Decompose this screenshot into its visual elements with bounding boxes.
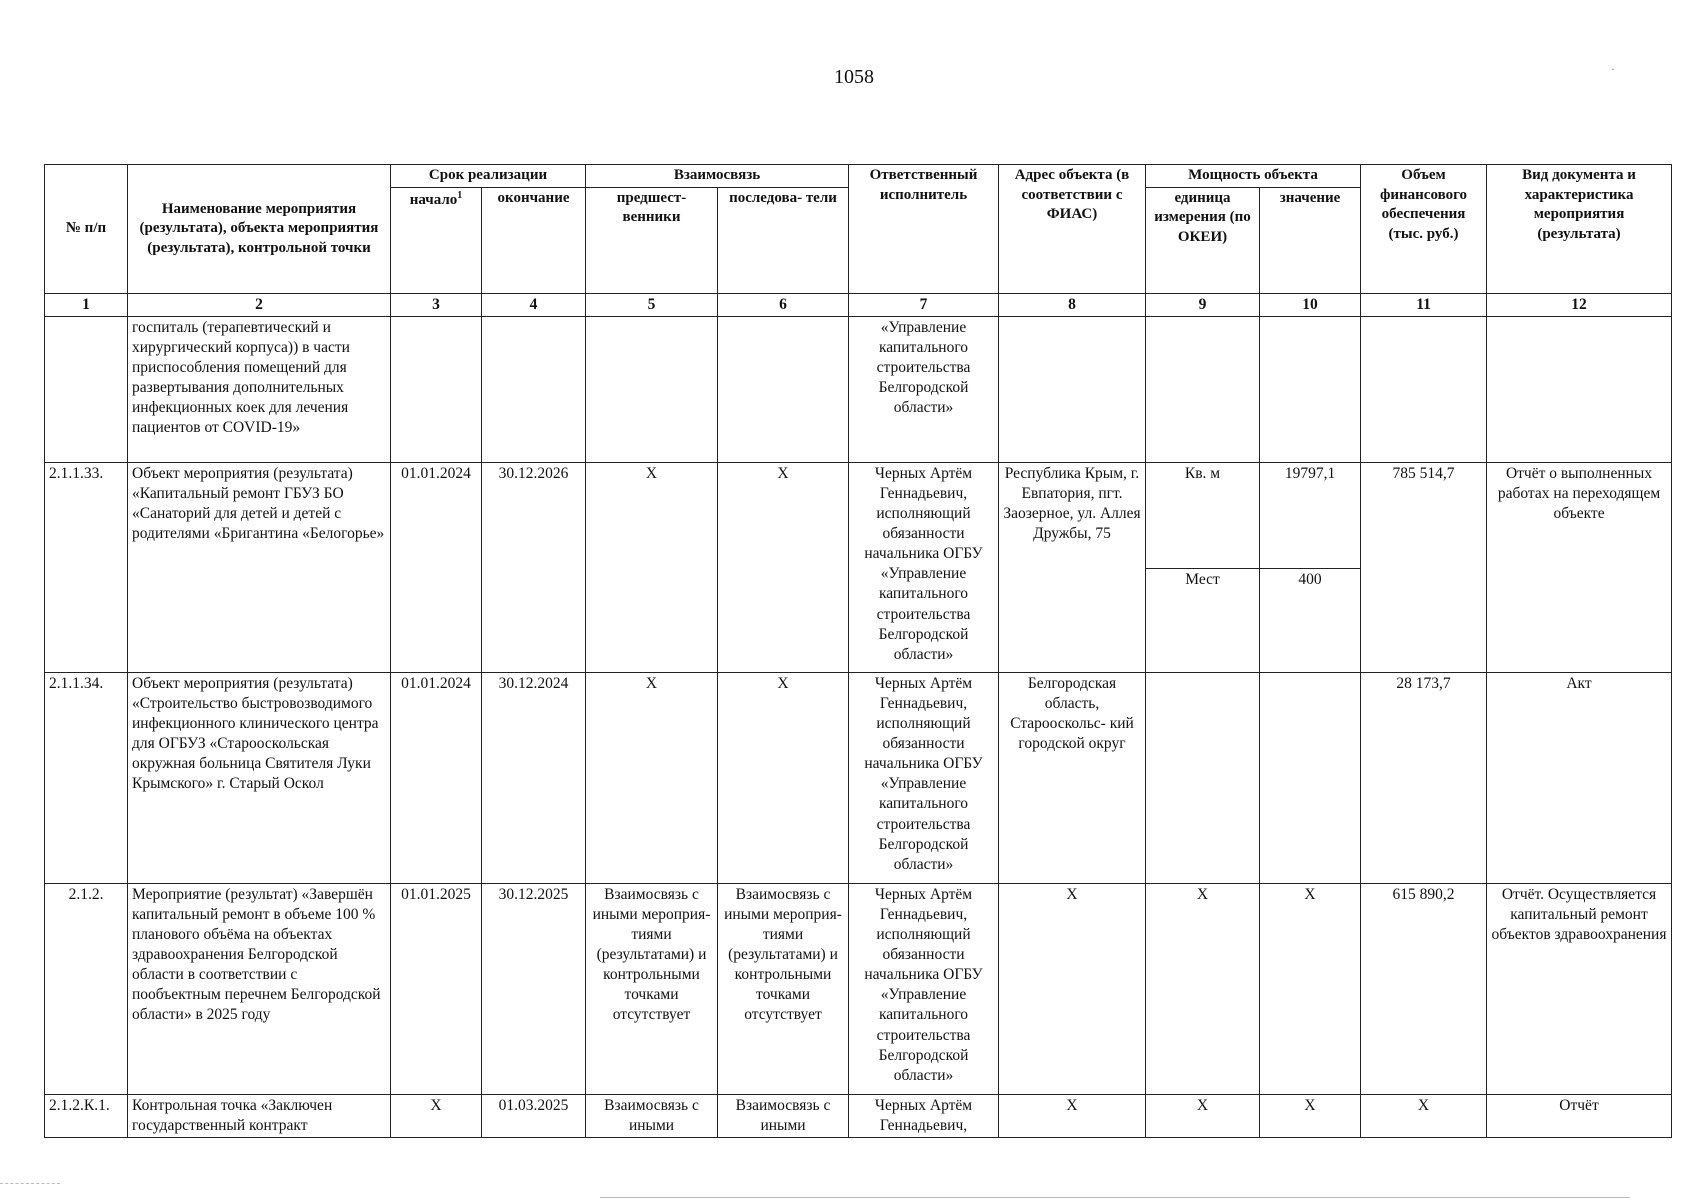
header-row-1 bbox=[45, 165, 1672, 188]
header-successors: последова- тели bbox=[718, 187, 849, 293]
col-number: 2 bbox=[128, 293, 391, 316]
row-end: 30.12.2026 bbox=[482, 462, 586, 672]
col-number: 8 bbox=[999, 293, 1146, 316]
row-num: 2.1.1.33. bbox=[45, 462, 128, 672]
row-name: Контрольная точка «Заключен государственный контракт bbox=[128, 1094, 391, 1137]
row-num bbox=[45, 316, 128, 462]
row-responsible: Черных Артём Геннадьевич, исполняющий обязанности начальника ОГБУ «Управление капитального строительства Белгородской области» bbox=[849, 883, 999, 1094]
scan-artifact-line bbox=[0, 1183, 60, 1185]
row-document: Отчёт о выполненных работах на переходящем объекте bbox=[1487, 462, 1672, 672]
row-start: 01.01.2025 bbox=[391, 883, 482, 1094]
col-number: 12 bbox=[1487, 293, 1672, 316]
col-number: 4 bbox=[482, 293, 586, 316]
row-num: 2.1.2.К.1. bbox=[45, 1094, 128, 1137]
row-name: Объект мероприятия (результата) «Капитальный ремонт ГБУЗ БО «Санаторий для детей и детей с родителями «Бригантина «Белогорье» bbox=[128, 462, 391, 672]
col-number: 6 bbox=[718, 293, 849, 316]
row-responsible: «Управление капитального строительства Белгородской области» bbox=[849, 316, 999, 462]
row-value bbox=[1260, 316, 1361, 462]
row-value: 19797,1 bbox=[1260, 462, 1361, 568]
row-end: 30.12.2024 bbox=[482, 672, 586, 883]
row-num: 2.1.2. bbox=[45, 883, 128, 1094]
row-unit: Мест bbox=[1146, 568, 1260, 672]
row-end: 01.03.2025 bbox=[482, 1094, 586, 1137]
col-number: 1 bbox=[45, 293, 128, 316]
header-financing: Объем финансового обеспечения (тыс. руб.) bbox=[1361, 165, 1487, 294]
header-value: значение bbox=[1260, 187, 1361, 293]
row-responsible: Черных Артём Геннадьевич, bbox=[849, 1094, 999, 1137]
header-predecessors: предшест- венники bbox=[586, 187, 718, 293]
document-table bbox=[44, 164, 1672, 1138]
row-unit bbox=[1146, 316, 1260, 462]
row-predecessors: Взаимосвязь с иными мероприя- тиями (результатами) и контрольными точками отсутствует bbox=[586, 883, 718, 1094]
header-end: окончание bbox=[482, 187, 586, 293]
row-financing: X bbox=[1361, 1094, 1487, 1137]
row-unit: X bbox=[1146, 1094, 1260, 1137]
row-start: 01.01.2024 bbox=[391, 462, 482, 672]
header-address: Адрес объекта (в соответствии с ФИАС) bbox=[999, 165, 1146, 294]
row-responsible: Черных Артём Геннадьевич, исполняющий обязанности начальника ОГБУ «Управление капитального строительства Белгородской области» bbox=[849, 462, 999, 672]
header-link: Взаимосвязь bbox=[586, 165, 849, 188]
header-capacity: Мощность объекта bbox=[1146, 165, 1361, 188]
row-successors: Взаимосвязь с иными bbox=[718, 1094, 849, 1137]
scan-bottom-line bbox=[600, 1197, 1630, 1198]
row-successors bbox=[718, 316, 849, 462]
row-address bbox=[999, 316, 1146, 462]
table-row bbox=[45, 672, 1672, 883]
row-value: X bbox=[1260, 1094, 1361, 1137]
row-name: Мероприятие (результат) «Завершён капитальный ремонт в объеме 100 % планового объёма на объектах здравоохранения Белгородской области в соответствии с пообъектным перечнем Белгородской области» в 2025 году bbox=[128, 883, 391, 1094]
col-number: 5 bbox=[586, 293, 718, 316]
row-name: Объект мероприятия (результата) «Строительство быстровозводимого инфекционного клинического центра для ОГБУЗ «Старооскольская окружная больница Святителя Луки Крымского» г. Старый Оскол bbox=[128, 672, 391, 883]
col-number: 11 bbox=[1361, 293, 1487, 316]
row-value bbox=[1260, 672, 1361, 883]
row-document: Отчёт. Осуществляется капитальный ремонт объектов здравоохранения bbox=[1487, 883, 1672, 1094]
header-unit: единица измерения (по ОКЕИ) bbox=[1146, 187, 1260, 293]
page-number: 1058 bbox=[834, 66, 874, 88]
row-address: X bbox=[999, 883, 1146, 1094]
col-number: 7 bbox=[849, 293, 999, 316]
scan-dot: · bbox=[1611, 62, 1615, 76]
row-responsible: Черных Артём Геннадьевич, исполняющий обязанности начальника ОГБУ «Управление капитального строительства Белгородской области» bbox=[849, 672, 999, 883]
row-address: X bbox=[999, 1094, 1146, 1137]
row-financing bbox=[1361, 316, 1487, 462]
row-successors: X bbox=[718, 462, 849, 672]
footnote-sup: 1 bbox=[457, 189, 463, 201]
row-predecessors: Взаимосвязь с иными bbox=[586, 1094, 718, 1137]
row-document bbox=[1487, 316, 1672, 462]
row-financing: 785 514,7 bbox=[1361, 462, 1487, 672]
col-number: 3 bbox=[391, 293, 482, 316]
row-end bbox=[482, 316, 586, 462]
row-start bbox=[391, 316, 482, 462]
header-start-label: начало bbox=[409, 191, 458, 208]
row-start: 01.01.2024 bbox=[391, 672, 482, 883]
row-value: X bbox=[1260, 883, 1361, 1094]
table-row bbox=[45, 462, 1672, 568]
row-financing: 28 173,7 bbox=[1361, 672, 1487, 883]
row-unit: X bbox=[1146, 883, 1260, 1094]
row-address: Белгородская область, Старооскольс- кий городской округ bbox=[999, 672, 1146, 883]
column-number-row bbox=[45, 293, 1672, 316]
row-document: Акт bbox=[1487, 672, 1672, 883]
row-name: госпиталь (терапевтический и хирургический корпуса)) в части приспособления помещений для развертывания дополнительных инфекционных коек для лечения пациентов от COVID-19» bbox=[128, 316, 391, 462]
header-period: Срок реализации bbox=[391, 165, 586, 188]
header-responsible: Ответственный исполнитель bbox=[849, 165, 999, 294]
row-value: 400 bbox=[1260, 568, 1361, 672]
row-successors: Взаимосвязь с иными мероприя- тиями (результатами) и контрольными точками отсутствует bbox=[718, 883, 849, 1094]
document-table-container bbox=[44, 164, 1671, 1138]
table-row bbox=[45, 883, 1672, 1094]
row-unit bbox=[1146, 672, 1260, 883]
row-start: X bbox=[391, 1094, 482, 1137]
col-number: 9 bbox=[1146, 293, 1260, 316]
row-end: 30.12.2025 bbox=[482, 883, 586, 1094]
row-predecessors: X bbox=[586, 672, 718, 883]
row-num: 2.1.1.34. bbox=[45, 672, 128, 883]
row-document: Отчёт bbox=[1487, 1094, 1672, 1137]
table-row bbox=[45, 316, 1672, 462]
table-row bbox=[45, 1094, 1672, 1137]
header-name: Наименование мероприятия (результата), объекта мероприятия (результата), контрольной точки bbox=[128, 165, 391, 294]
header-num: № п/п bbox=[45, 165, 128, 294]
row-financing: 615 890,2 bbox=[1361, 883, 1487, 1094]
row-unit: Кв. м bbox=[1146, 462, 1260, 568]
header-document: Вид документа и характеристика мероприятия (результата) bbox=[1487, 165, 1672, 294]
header-start bbox=[391, 187, 482, 293]
row-successors: X bbox=[718, 672, 849, 883]
row-predecessors: X bbox=[586, 462, 718, 672]
col-number: 10 bbox=[1260, 293, 1361, 316]
row-predecessors bbox=[586, 316, 718, 462]
row-address: Республика Крым, г. Евпатория, пгт. Заозерное, ул. Аллея Дружбы, 75 bbox=[999, 462, 1146, 672]
